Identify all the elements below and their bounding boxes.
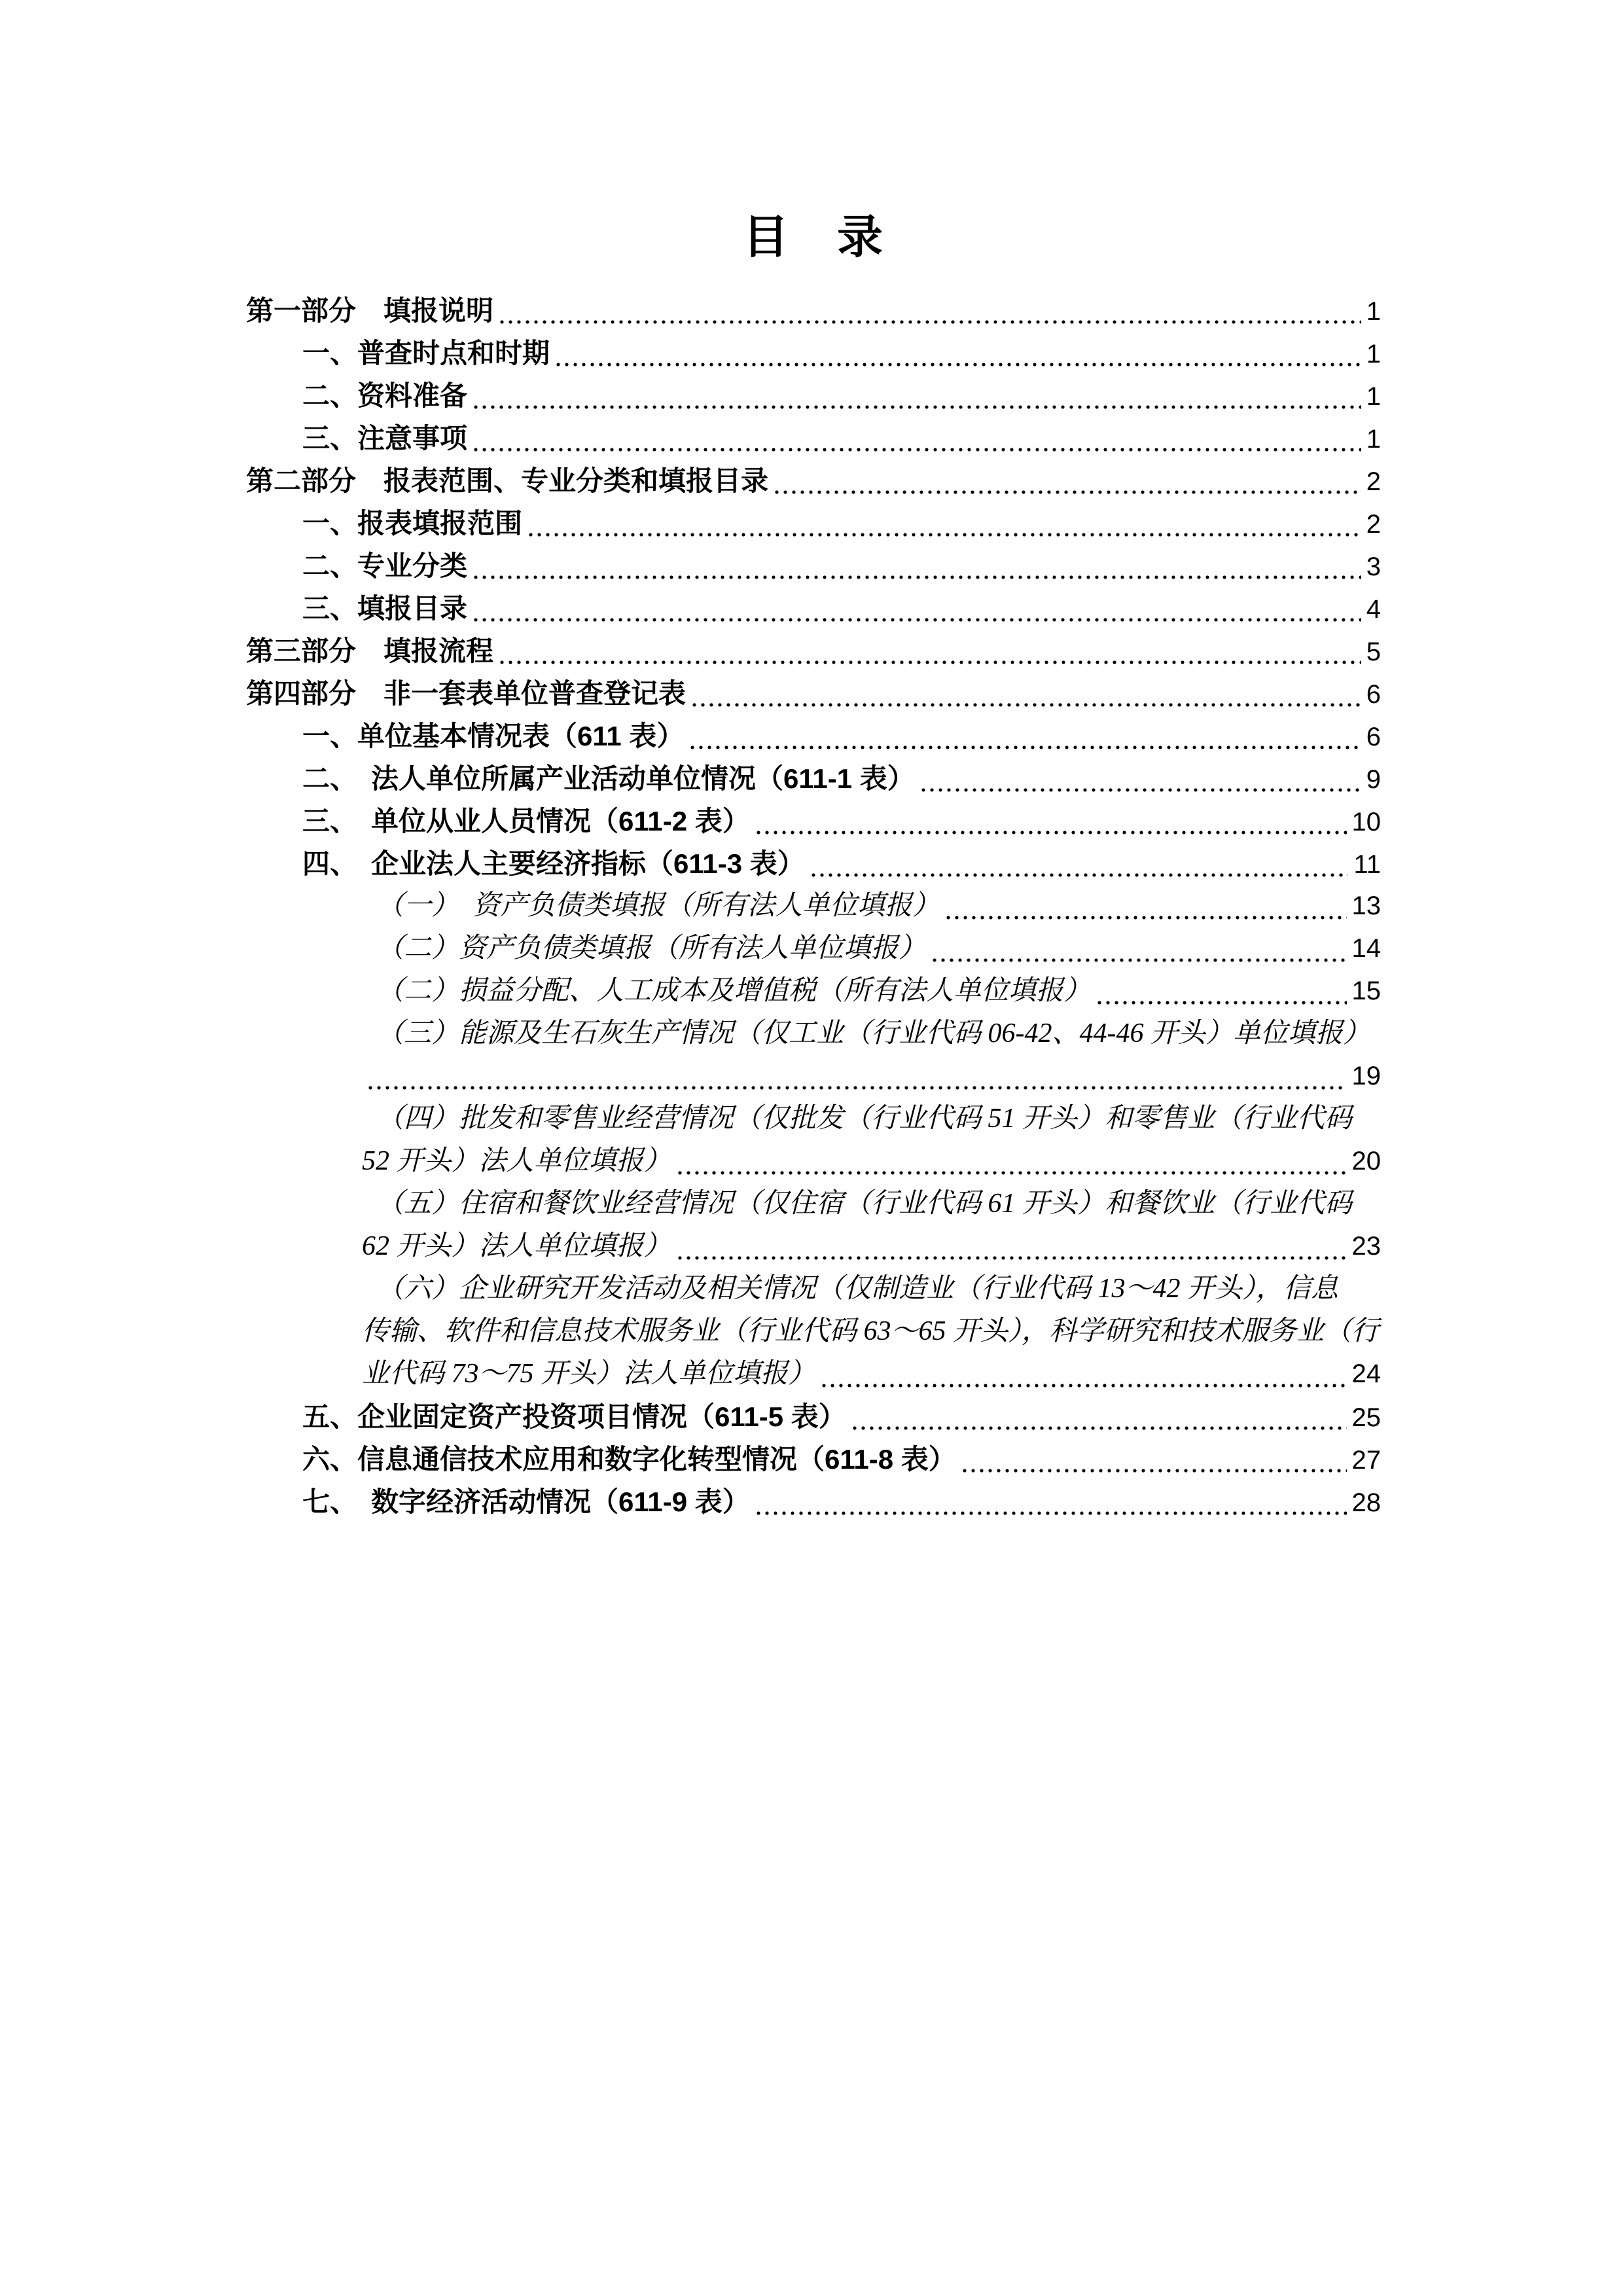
toc-row-text: 三、注意事项 xyxy=(302,423,468,454)
dot-leader xyxy=(500,320,1361,324)
dot-leader xyxy=(529,533,1361,537)
toc-row-text: 五、企业固定资产投资项目情况（611-5 表） xyxy=(302,1401,846,1432)
dot-leader xyxy=(500,660,1361,664)
toc-row xyxy=(302,332,1381,374)
toc-row-page-number: 1 xyxy=(1366,297,1381,326)
dot-leader xyxy=(963,1469,1347,1473)
toc-row-text: 三、填报目录 xyxy=(302,593,468,624)
dot-leader xyxy=(775,490,1361,494)
toc-row-page-number: 14 xyxy=(1351,934,1381,963)
toc-row-text: 62 开头）法人单位填报） xyxy=(362,1231,671,1261)
dot-leader xyxy=(812,873,1349,877)
toc-row-page-number: 25 xyxy=(1351,1403,1381,1432)
toc-row-page-number: 6 xyxy=(1366,680,1381,709)
toc-row xyxy=(376,885,1381,927)
toc-row-page-number: 4 xyxy=(1366,595,1381,624)
toc-row-page-number: 13 xyxy=(1351,891,1381,920)
toc-row-page-number: 2 xyxy=(1366,510,1381,539)
toc-row xyxy=(362,1310,1381,1353)
toc-row-page-number: 15 xyxy=(1351,977,1381,1005)
toc-row xyxy=(302,842,1381,885)
toc-row xyxy=(362,1140,1381,1183)
toc-row-text: 52 开头）法人单位填报） xyxy=(362,1146,671,1176)
toc-row-text: 第三部分 填报流程 xyxy=(246,636,494,666)
toc-row-text: 二、资料准备 xyxy=(302,380,468,411)
toc-row xyxy=(302,545,1381,587)
toc-row-page-number: 20 xyxy=(1351,1147,1381,1175)
toc-row-page-number: 23 xyxy=(1351,1232,1381,1261)
toc-row xyxy=(302,715,1381,757)
toc-row xyxy=(246,630,1381,672)
toc-row xyxy=(376,1268,1381,1310)
dot-leader xyxy=(946,916,1346,920)
dot-leader xyxy=(678,1256,1347,1260)
toc-row xyxy=(302,757,1381,800)
toc-row xyxy=(302,800,1381,842)
toc-row xyxy=(376,1183,1381,1225)
toc-row-text: 二、专业分类 xyxy=(302,550,468,581)
toc-row-text: 一、普查时点和时期 xyxy=(302,338,550,368)
toc-row-page-number: 1 xyxy=(1366,382,1381,411)
dot-leader xyxy=(474,575,1361,579)
dot-leader xyxy=(690,745,1361,749)
toc-row-text: 七、 数字经济活动情况（611-9 表） xyxy=(302,1486,750,1517)
toc-row-page-number: 9 xyxy=(1366,765,1381,794)
dot-leader xyxy=(368,1086,1347,1090)
toc-row-page-number: 11 xyxy=(1353,850,1381,879)
toc-row-text: （一） 资产负债类填报（所有法人单位填报） xyxy=(376,891,940,921)
toc-row xyxy=(246,672,1381,715)
toc-row-page-number: 10 xyxy=(1351,808,1381,836)
table-of-contents xyxy=(246,289,1381,1523)
dot-leader xyxy=(757,831,1347,834)
toc-row xyxy=(376,970,1381,1013)
toc-row xyxy=(302,1480,1381,1523)
toc-row xyxy=(362,1353,1381,1395)
dot-leader xyxy=(1097,1001,1346,1005)
toc-row-text: （二）资产负债类填报（所有法人单位填报） xyxy=(376,933,927,963)
toc-row xyxy=(376,927,1381,970)
toc-row-page-number: 1 xyxy=(1366,425,1381,454)
toc-row-text: （二）损益分配、人工成本及增值税（所有法人单位填报） xyxy=(376,976,1092,1006)
toc-row-page-number: 28 xyxy=(1351,1488,1381,1517)
toc-row xyxy=(246,289,1381,332)
page-title: 目 录 xyxy=(743,211,884,262)
toc-row-text: 二、 法人单位所属产业活动单位情况（611-1 表） xyxy=(302,763,915,794)
toc-row xyxy=(362,1225,1381,1268)
toc-row-text: 四、 企业法人主要经济指标（611-3 表） xyxy=(302,848,805,879)
dot-leader xyxy=(822,1384,1346,1388)
dot-leader xyxy=(853,1426,1347,1430)
dot-leader xyxy=(692,703,1361,707)
toc-row xyxy=(302,374,1381,417)
dot-leader xyxy=(474,405,1361,409)
toc-row-text: （五）住宿和餐饮业经营情况（仅住宿（行业代码 61 开头）和餐饮业（行业代码 xyxy=(376,1189,1353,1219)
toc-row-page-number: 27 xyxy=(1351,1446,1381,1475)
toc-row xyxy=(302,587,1381,630)
toc-row xyxy=(302,417,1381,459)
toc-row xyxy=(376,1013,1381,1055)
toc-row-page-number: 6 xyxy=(1366,723,1381,751)
toc-row-text: 三、 单位从业人员情况（611-2 表） xyxy=(302,806,750,836)
dot-leader xyxy=(678,1171,1347,1175)
dot-leader xyxy=(556,363,1361,367)
toc-row-text: 一、单位基本情况表（611 表） xyxy=(302,721,685,751)
toc-row-page-number: 2 xyxy=(1366,467,1381,496)
toc-row-text: 第四部分 非一套表单位普查登记表 xyxy=(246,678,687,709)
toc-row-page-number: 19 xyxy=(1351,1062,1381,1090)
toc-row-page-number: 5 xyxy=(1366,637,1381,666)
dot-leader xyxy=(474,618,1361,622)
toc-row-text: （六）企业研究开发活动及相关情况（仅制造业（行业代码 13～42 开头），信息 xyxy=(376,1274,1339,1304)
toc-row xyxy=(376,1098,1381,1140)
toc-row-page-number: 24 xyxy=(1351,1359,1381,1388)
toc-row-page-number: 1 xyxy=(1366,340,1381,368)
dot-leader xyxy=(474,448,1361,452)
toc-row xyxy=(362,1055,1381,1098)
toc-row-text: （三）能源及生石灰生产情况（仅工业（行业代码 06-42、44-46 开头）单位填报） xyxy=(376,1018,1370,1049)
toc-row xyxy=(246,459,1381,502)
toc-row xyxy=(302,1438,1381,1480)
toc-row-text: 传输、软件和信息技术服务业（行业代码 63～65 开头），科学研究和技术服务业（行 xyxy=(362,1316,1380,1346)
dot-leader xyxy=(933,958,1346,962)
toc-row-text: 第一部分 填报说明 xyxy=(246,295,494,326)
toc-row xyxy=(302,1395,1381,1438)
toc-row-text: 第二部分 报表范围、专业分类和填报目录 xyxy=(246,465,769,496)
toc-row-page-number: 3 xyxy=(1366,552,1381,581)
toc-row-text: （四）批发和零售业经营情况（仅批发（行业代码 51 开头）和零售业（行业代码 xyxy=(376,1103,1353,1134)
toc-row-text: 一、报表填报范围 xyxy=(302,508,523,539)
dot-leader xyxy=(757,1511,1347,1515)
dot-leader xyxy=(921,788,1361,792)
toc-row xyxy=(302,502,1381,545)
toc-row-text: 业代码 73～75 开头）法人单位填报） xyxy=(362,1359,816,1389)
toc-row-text: 六、信息通信技术应用和数字化转型情况（611-8 表） xyxy=(302,1444,956,1475)
